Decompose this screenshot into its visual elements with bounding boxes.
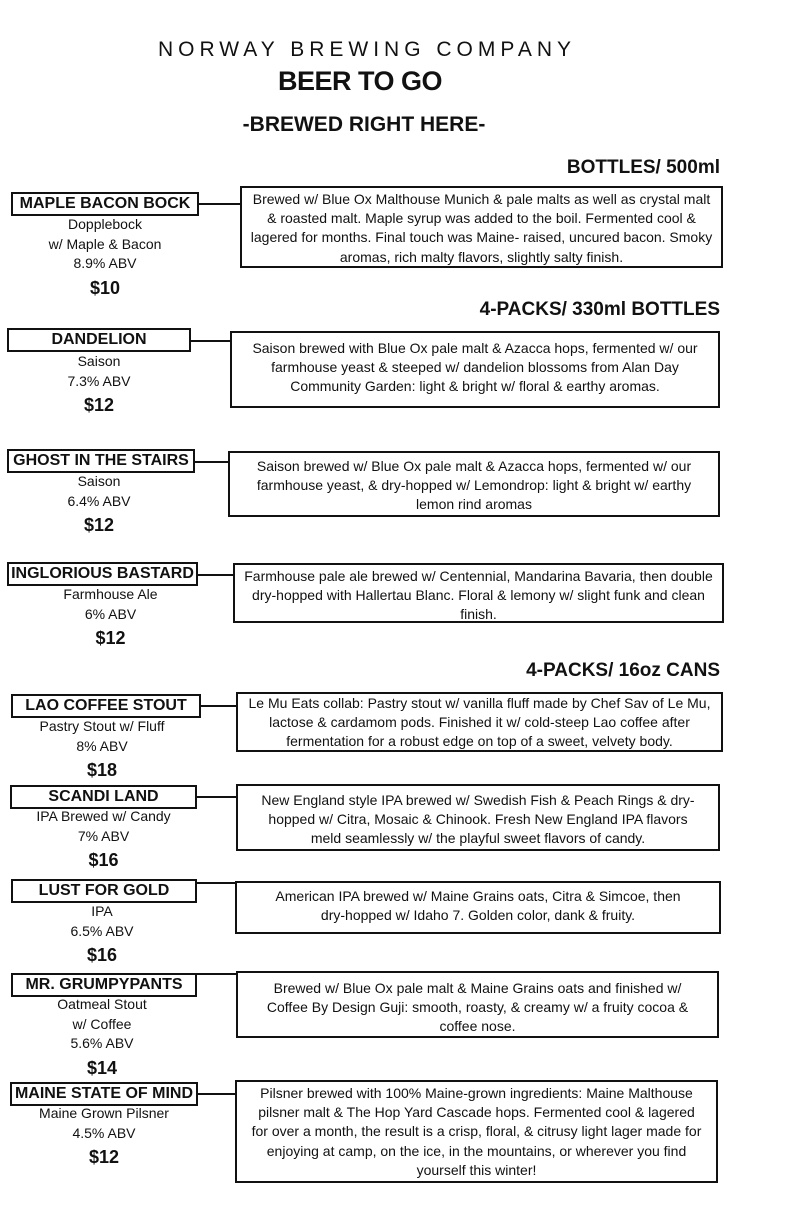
page-title: BEER TO GO [277,66,443,96]
connector-line [201,705,237,707]
beer-price: $14 [86,1057,118,1078]
beer-name: LAO COFFEE STOUT [11,694,201,718]
connector-line [199,203,241,205]
beer-abv: 7.3% ABV [67,372,131,389]
connector-line [198,574,234,576]
beer-price: $10 [89,277,121,298]
beer-name: MAPLE BACON BOCK [11,192,199,216]
beer-style: IPA Brewed w/ Candy [36,808,171,824]
section-heading-bottles: BOTTLES/ 500ml [566,157,720,178]
beer-description: Farmhouse pale ale brewed w/ Centennial, Mandarina Bavaria, then double dry-hopped with Hallertau Blanc. Floral & lemony w/ slight funk and clean finish. [233,563,724,623]
beer-style: Oatmeal Stout [57,996,147,1012]
connector-line [191,340,231,342]
beer-details [7,472,191,536]
connector-line [197,796,237,798]
beer-details [11,995,193,1079]
beer-details [10,1104,198,1168]
beer-description: Brewed w/ Blue Ox pale malt & Maine Grains oats and finished w/ Coffee By Design Guji: smooth, roasty, & creamy w/ a fruity cocoa & coffee nose. [236,971,719,1038]
page-subtitle: -BREWED RIGHT HERE- [242,113,486,136]
beer-description: Saison brewed with Blue Ox pale malt & Azacca hops, fermented w/ our farmhouse yeast & steeped w/ dandelion blossoms from Alan Day Community Garden: light & bright w/ floral & earthy aromas. [230,331,720,408]
beer-price: $18 [86,760,118,780]
beer-style: Dopplebock [68,216,142,232]
beer-name: GHOST IN THE STAIRS [7,449,195,473]
beer-abv: 8% ABV [76,737,128,754]
beer-price: $12 [83,395,115,415]
beer-style-extra: w/ Coffee [72,1015,132,1032]
beer-style: Saison [77,353,121,369]
connector-line [197,882,237,884]
beer-description: Pilsner brewed with 100% Maine-grown ingredients: Maine Malthouse pilsner malt & The Hop Yard Cascade hops. Fermented cool & lagered for over a month, the result is a crisp, floral, & citrusy light lager made for enjoying at camp, on the ice, in the mountains, or wherever you find yourself this winter! [235,1080,718,1183]
beer-name: SCANDI LAND [10,785,197,809]
beer-abv: 5.6% ABV [70,1035,134,1051]
beer-details [11,717,193,781]
beer-abv: 6.5% ABV [70,922,134,939]
beer-description: New England style IPA brewed w/ Swedish Fish & Peach Rings & dry-hopped w/ Citra, Mosaic & Chinook. Fresh New England IPA flavors meld seamlessly w/ the playful sweet flavors of candy. [236,784,720,851]
beer-name: MAINE STATE OF MIND [10,1082,198,1106]
beer-abv: 8.9% ABV [73,255,137,271]
beer-details [11,902,193,966]
beer-price: $16 [86,945,118,965]
beer-style: Farmhouse Ale [63,586,158,602]
beer-name: INGLORIOUS BASTARD [7,562,198,586]
beer-style: Pastry Stout w/ Fluff [39,718,165,734]
beer-description: Brewed w/ Blue Ox Malthouse Munich & pale malts as well as crystal malt & roasted malt. Maple syrup was added to the boil. Fermented cool & lagered for months. Final touch was Maine- raised, uncured bacon. Smoky aromas, rich malty flavors, slightly salty finish. [240,186,723,268]
beer-price: $12 [83,515,115,535]
beer-description: American IPA brewed w/ Maine Grains oats, Citra & Simcoe, then dry-hopped w/ Idaho 7. Golden color, dank & fruity. [235,881,721,934]
beer-details [10,807,197,871]
beer-abv: 4.5% ABV [72,1124,136,1141]
beer-price: $12 [95,628,126,648]
section-heading-4pack-cans: 4-PACKS/ 16oz CANS [526,660,720,681]
connector-line [197,973,237,975]
beer-price: $12 [88,1147,120,1167]
beer-description: Le Mu Eats collab: Pastry stout w/ vanilla fluff made by Chef Sav of Le Mu, lactose & cardamom pods. Finished it w/ cold-steep Lao coffee after fermentation for a robust edge on top of a sweet, velvety body. [236,692,723,752]
connector-line [195,461,229,463]
beer-style: Maine Grown Pilsner [39,1105,169,1121]
beer-style: Saison [77,473,121,489]
beer-style-extra: w/ Maple & Bacon [48,235,162,252]
section-heading-4pack-bottles: 4-PACKS/ 330ml BOTTLES [479,299,720,320]
beer-style: IPA [91,903,113,919]
beer-abv: 6% ABV [84,605,137,622]
beer-price: $16 [88,850,119,870]
beer-name: MR. GRUMPYPANTS [11,973,197,997]
beer-abv: 6.4% ABV [67,492,131,509]
company-name: NORWAY BREWING COMPANY [157,38,577,61]
beer-name: LUST FOR GOLD [11,879,197,903]
connector-line [198,1093,236,1095]
beer-details [7,585,214,649]
beer-details [11,215,199,299]
beer-name: DANDELION [7,328,191,352]
beer-details [7,352,191,416]
beer-abv: 7% ABV [77,827,130,844]
beer-description: Saison brewed w/ Blue Ox pale malt & Azacca hops, fermented w/ our farmhouse yeast, & dry-hopped w/ Lemondrop: light & bright w/ earthy lemon rind aromas [228,451,720,517]
